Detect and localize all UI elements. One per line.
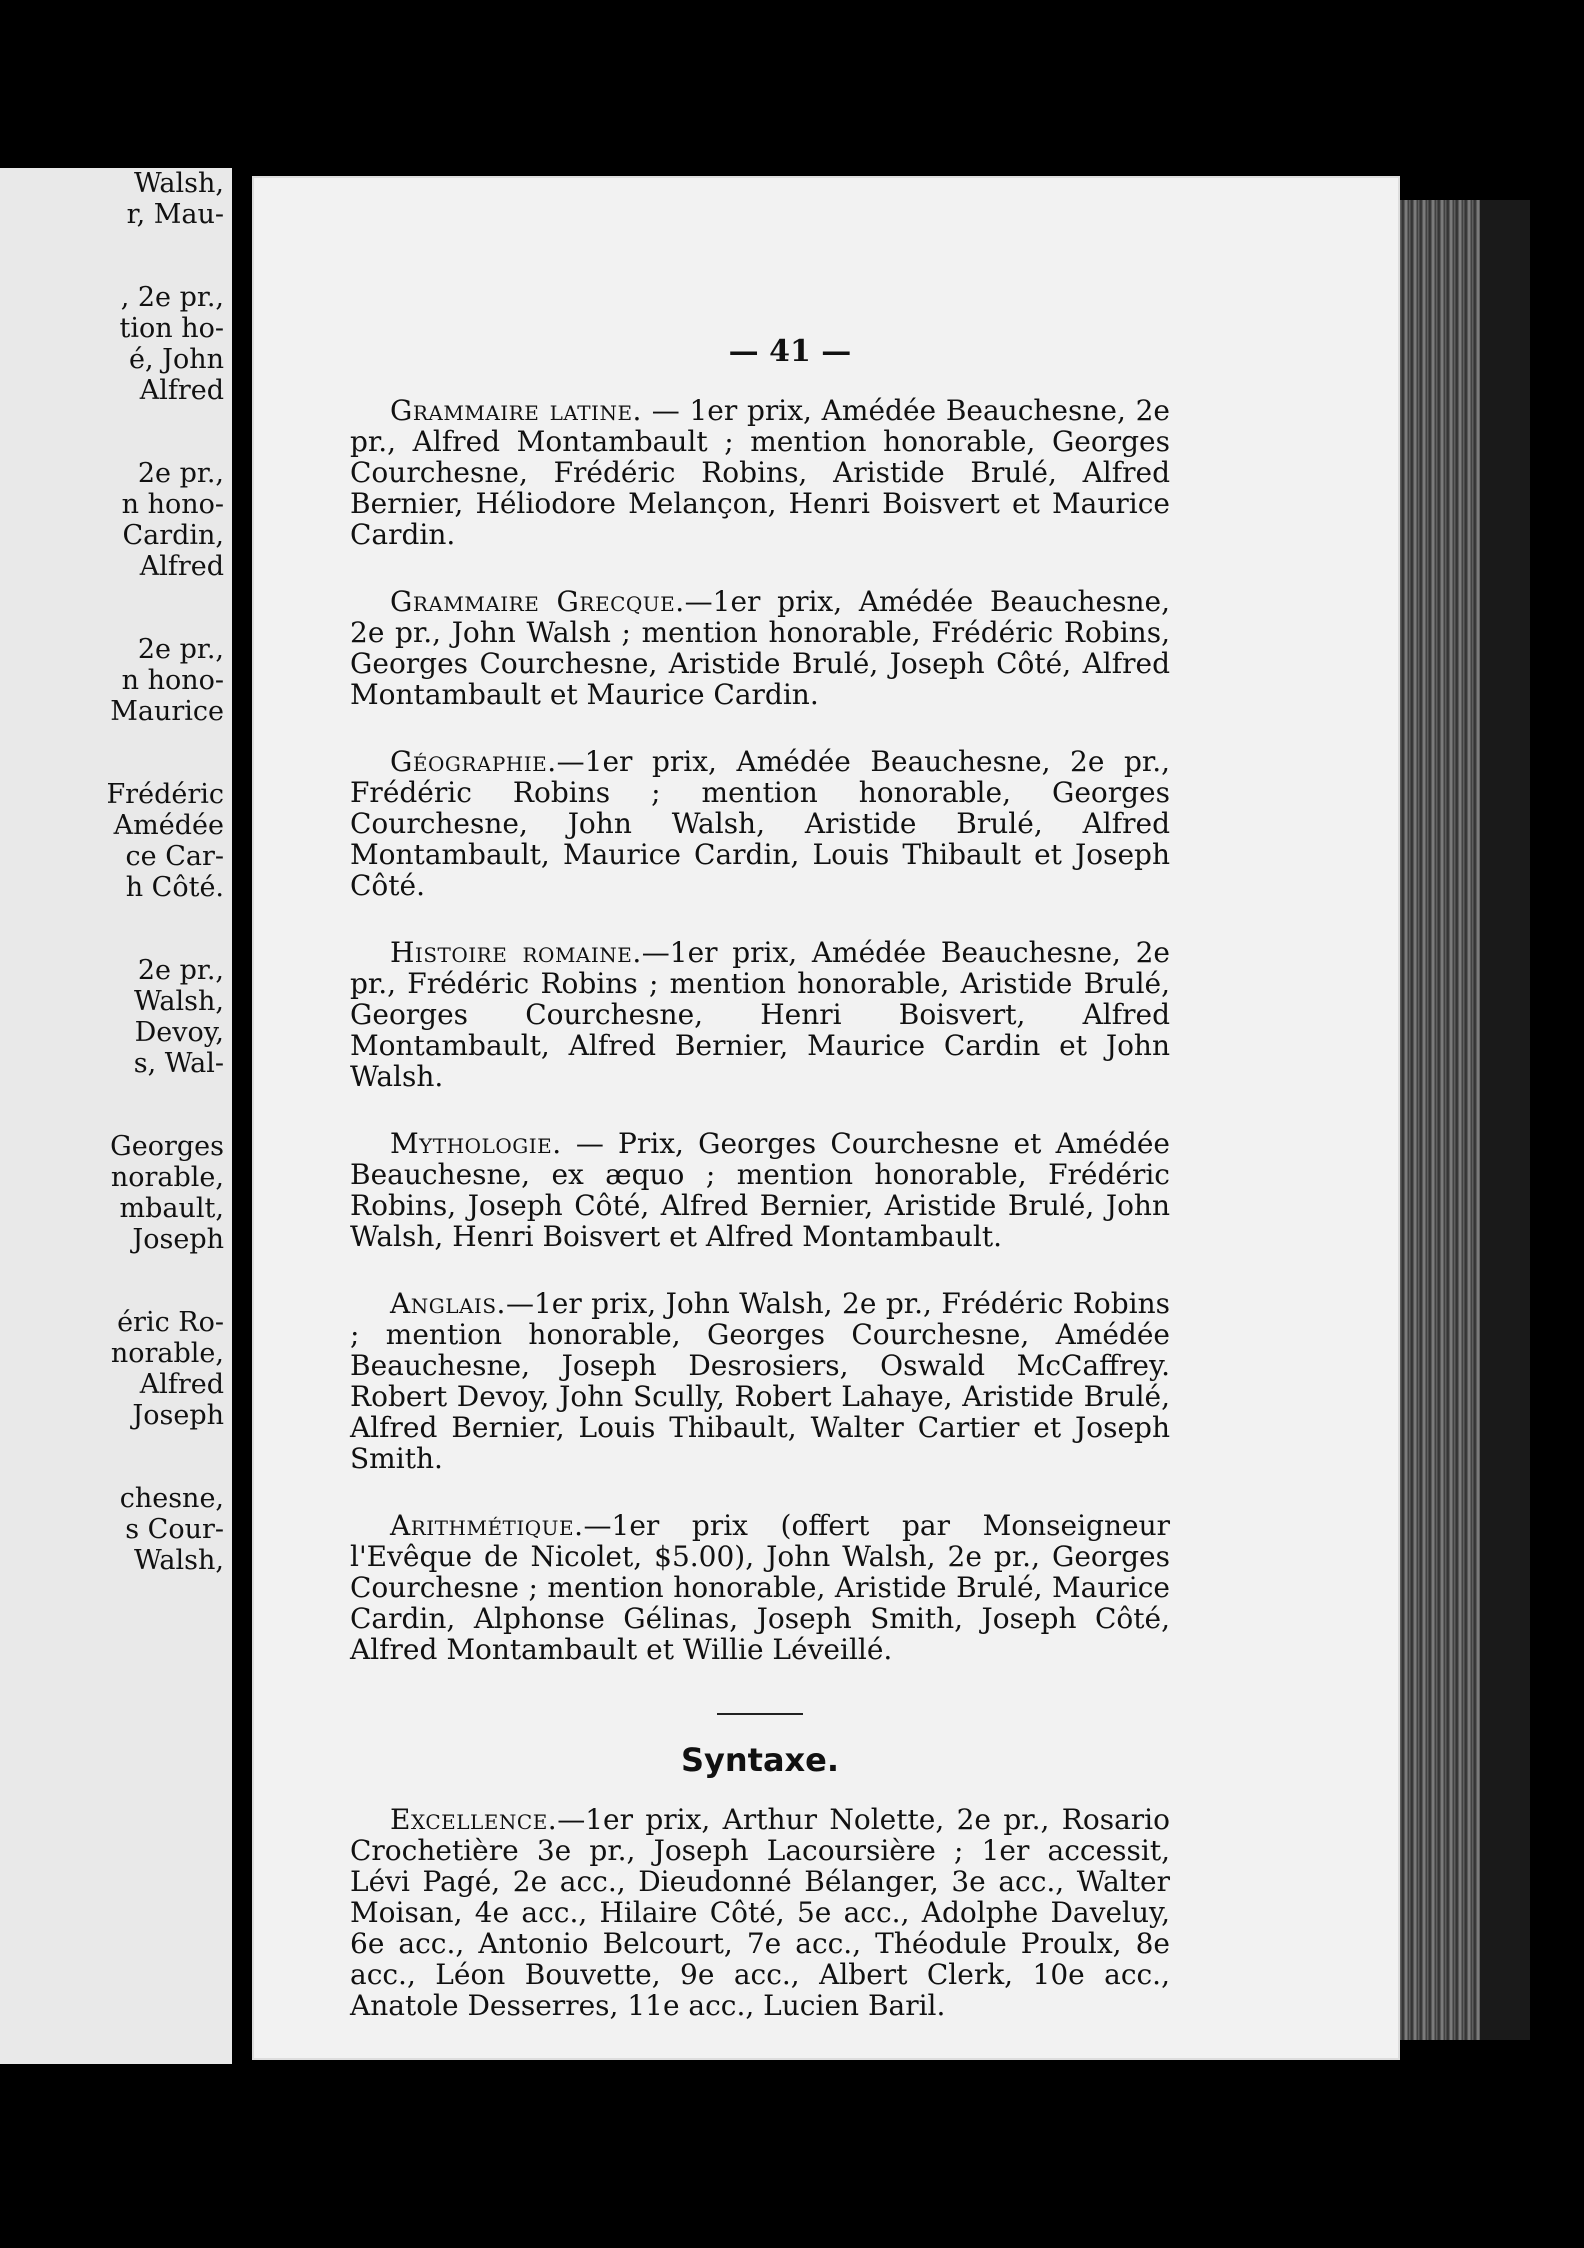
prize-entry bbox=[350, 746, 1170, 901]
section-entries bbox=[350, 1804, 1170, 2021]
previous-page-line: n hono- bbox=[121, 489, 224, 520]
previous-page-line: Walsh, bbox=[134, 168, 224, 199]
prize-entry bbox=[350, 1804, 1170, 2021]
line-gap bbox=[0, 582, 224, 634]
subject-label: Arithmétique. bbox=[390, 1509, 584, 1542]
line-gap bbox=[0, 903, 224, 955]
prize-text: — 1er prix, Amédée Beauchesne, 2e pr., Alfred Montambault ; mention honorable, Georges Courchesne, Frédéric Robins, Aristide Brulé, Alfred Bernier, Héliodore Melançon, Henri Boisvert et Maurice Cardin. bbox=[350, 394, 1170, 551]
prize-text: —1er prix, Amédée Beauchesne, 2e pr., Frédéric Robins ; mention honorable, Aristide Brulé, Georges Courchesne, Henri Boisvert, Alfred Montambault, Alfred Bernier, Maurice Cardin et John Walsh. bbox=[350, 936, 1170, 1093]
previous-page-line: Cardin, bbox=[122, 520, 224, 551]
previous-page-line: Walsh, bbox=[134, 986, 224, 1017]
subject-label: Anglais. bbox=[390, 1287, 506, 1320]
previous-page-line: Frédéric bbox=[106, 779, 224, 810]
page-number: — 41 — bbox=[728, 334, 852, 369]
line-gap bbox=[0, 1079, 224, 1131]
prize-text: —1er prix, John Walsh, 2e pr., Frédéric Robins ; mention honorable, Georges Courchesne, Amédée Beauchesne, Joseph Desrosiers, Oswald McCaffrey. Robert Devoy, John Scully, Robert Lahaye, Aristide Brulé, Alfred Bernier, Louis Thibault, Walter Cartier et Joseph Smith. bbox=[350, 1287, 1170, 1475]
line-gap bbox=[0, 1431, 224, 1483]
section-title: Syntaxe. bbox=[680, 1741, 840, 1779]
previous-page-fragment bbox=[0, 168, 232, 2064]
previous-page-line: h Côté. bbox=[125, 872, 224, 903]
subject-label: Géographie. bbox=[390, 745, 557, 778]
previous-page-line: s, Wal- bbox=[133, 1048, 224, 1079]
page-content bbox=[350, 336, 1170, 2057]
line-gap bbox=[0, 406, 224, 458]
subject-label: Mythologie. bbox=[390, 1127, 562, 1160]
previous-page-line: Devoy, bbox=[134, 1017, 224, 1048]
line-gap bbox=[0, 727, 224, 779]
previous-page-line: s Cour- bbox=[125, 1514, 224, 1545]
previous-page-line: 2e pr., bbox=[137, 955, 224, 986]
prize-entry bbox=[350, 586, 1170, 710]
previous-page-line: , 2e pr., bbox=[120, 282, 224, 313]
previous-page-line: chesne, bbox=[119, 1483, 224, 1514]
line-gap bbox=[0, 230, 224, 282]
subject-label: Excellence. bbox=[390, 1803, 558, 1836]
previous-page-line: norable, bbox=[110, 1162, 224, 1193]
prize-text: —1er prix (offert par Monseigneur l'Evêque de Nicolet, $5.00), John Walsh, 2e pr., Georges Courchesne ; mention honorable, Aristide Brulé, Maurice Cardin, Alphonse Gélinas, Joseph Smith, Joseph Côté, Alfred Montambault et Willie Léveillé. bbox=[350, 1509, 1170, 1666]
subject-label: Grammaire latine. bbox=[390, 394, 642, 427]
prize-entry bbox=[350, 1288, 1170, 1474]
prize-entry bbox=[350, 395, 1170, 550]
prize-entries bbox=[350, 395, 1170, 1665]
previous-page-line: Alfred bbox=[139, 375, 224, 406]
book-cover-edge bbox=[1480, 200, 1530, 2040]
previous-page-line: Alfred bbox=[139, 1369, 224, 1400]
prize-text: — Prix, Georges Courchesne et Amédée Beauchesne, ex æquo ; mention honorable, Frédéric Robins, Joseph Côté, Alfred Bernier, Aristide Brulé, John Walsh, Henri Boisvert et Alfred Montambault. bbox=[350, 1127, 1170, 1253]
previous-page-line: norable, bbox=[110, 1338, 224, 1369]
line-gap bbox=[0, 1255, 224, 1307]
subject-label: Histoire romaine. bbox=[390, 936, 642, 969]
previous-page-line: tion ho- bbox=[119, 313, 224, 344]
previous-page-line: Georges bbox=[110, 1131, 224, 1162]
previous-page-line: 2e pr., bbox=[137, 634, 224, 665]
previous-page-line: r, Mau- bbox=[126, 199, 224, 230]
prize-entry bbox=[350, 1128, 1170, 1252]
previous-page-text bbox=[0, 168, 224, 1576]
previous-page-line: Maurice bbox=[110, 696, 224, 727]
prize-text: —1er prix, Amédée Beauchesne, 2e pr., John Walsh ; mention honorable, Frédéric Robins, Georges Courchesne, Aristide Brulé, Joseph Côté, Alfred Montambault et Maurice Cardin. bbox=[350, 585, 1170, 711]
previous-page-line: é, John bbox=[128, 344, 224, 375]
previous-page-line: Amédée bbox=[113, 810, 224, 841]
prize-entry bbox=[350, 1510, 1170, 1665]
section-divider bbox=[717, 1713, 803, 1715]
prize-text: —1er prix, Amédée Beauchesne, 2e pr., Frédéric Robins ; mention honorable, Georges Courchesne, John Walsh, Aristide Brulé, Alfred Montambault, Maurice Cardin, Louis Thibault et Joseph Côté. bbox=[350, 745, 1170, 902]
previous-page-line: mbault, bbox=[119, 1193, 224, 1224]
page-edges bbox=[1400, 200, 1480, 2040]
previous-page-line: Walsh, bbox=[134, 1545, 224, 1576]
previous-page-line: 2e pr., bbox=[137, 458, 224, 489]
prize-text: —1er prix, Arthur Nolette, 2e pr., Rosario Crochetière 3e pr., Joseph Lacoursière ; 1er accessit, Lévi Pagé, 2e acc., Dieudonné Bélanger, 3e acc., Walter Moisan, 4e acc., Hilaire Côté, 5e acc., Adolphe Daveluy, 6e acc., Antonio Belcourt, 7e acc., Théodule Proulx, 8e acc., Léon Bouvette, 9e acc., Albert Clerk, 10e acc., Anatole Desserres, 11e acc., Lucien Baril. bbox=[350, 1803, 1170, 2022]
previous-page-line: ce Car- bbox=[125, 841, 224, 872]
previous-page-line: Joseph bbox=[132, 1224, 224, 1255]
prize-entry bbox=[350, 937, 1170, 1092]
previous-page-line: Alfred bbox=[139, 551, 224, 582]
previous-page-line: n hono- bbox=[121, 665, 224, 696]
previous-page-line: éric Ro- bbox=[117, 1307, 224, 1338]
subject-label: Grammaire Grecque. bbox=[390, 585, 685, 618]
previous-page-line: Joseph bbox=[132, 1400, 224, 1431]
